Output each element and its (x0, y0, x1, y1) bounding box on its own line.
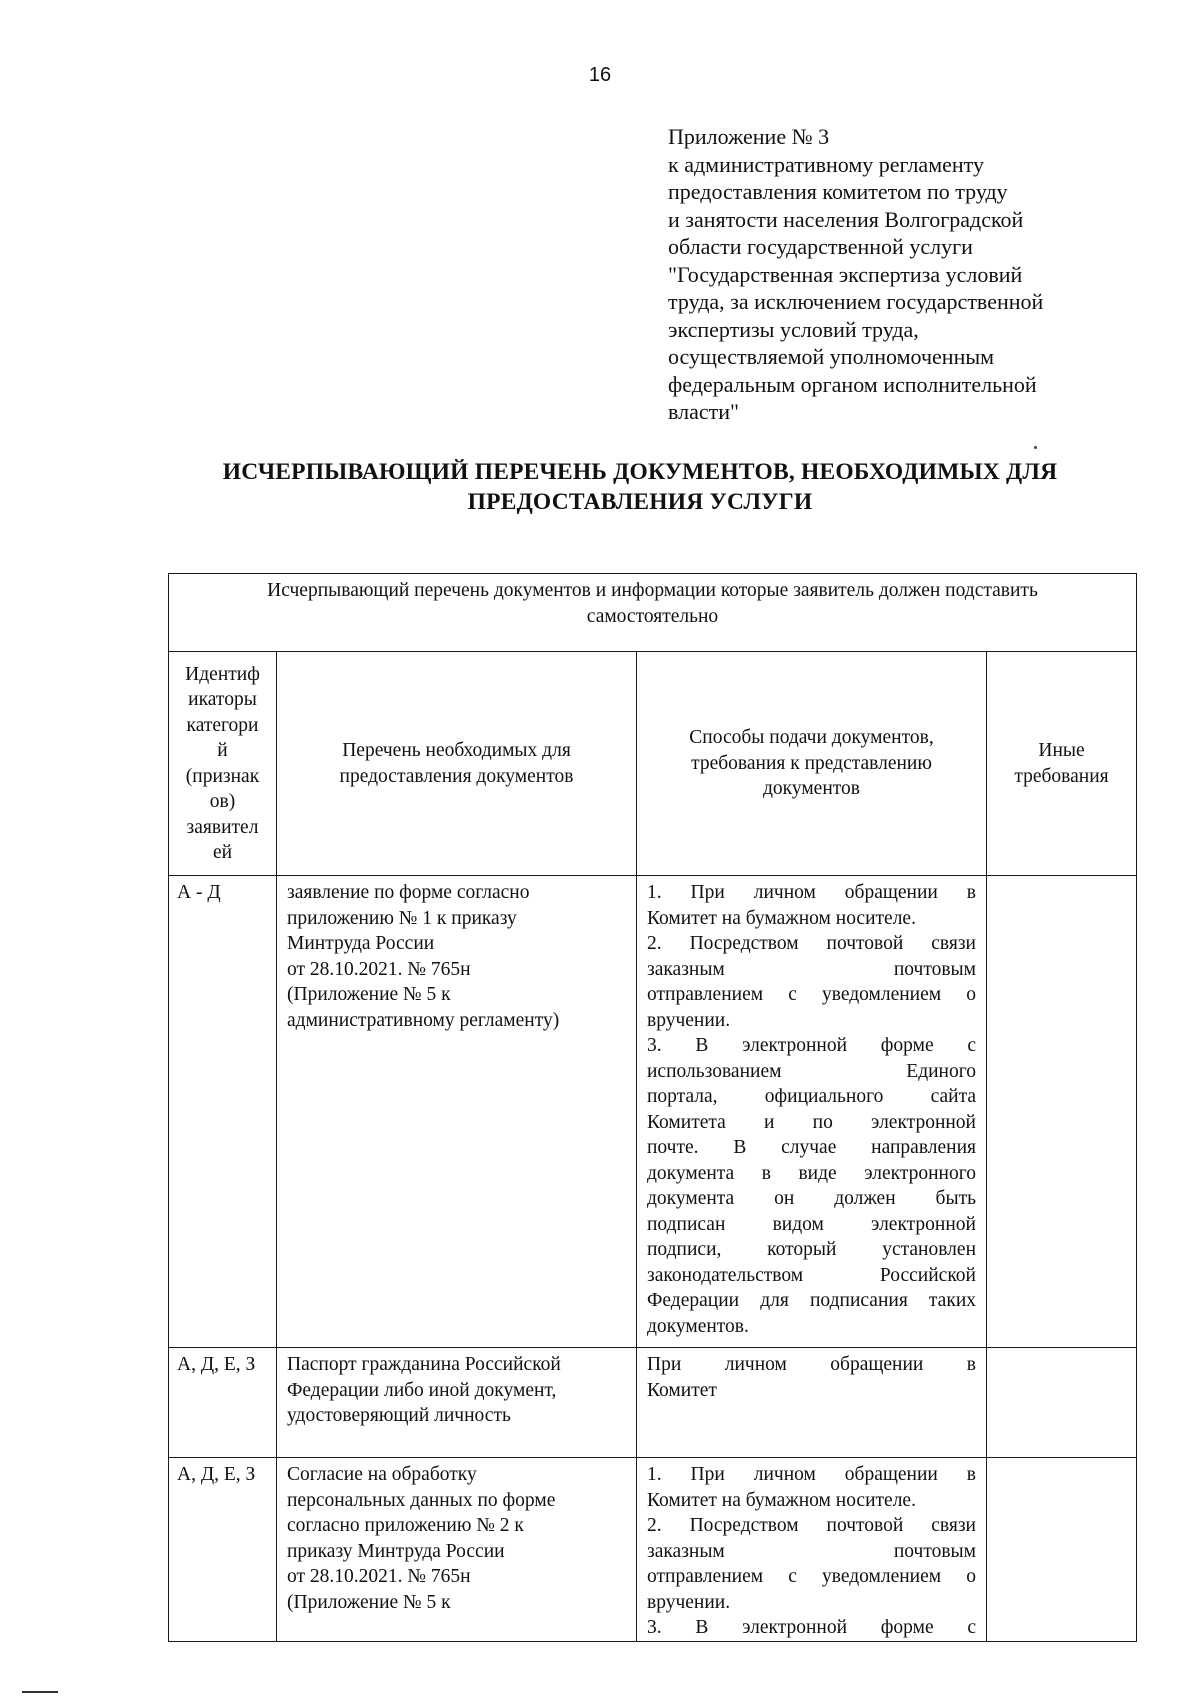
appendix-line: и занятости населения Волгоградской (668, 206, 1024, 232)
document-title-line: ИСЧЕРПЫВАЮЩИЙ ПЕРЕЧЕНЬ ДОКУМЕНТОВ, НЕОБХОДИМЫХ ДЛЯ (222, 459, 1058, 485)
method-line: заказным почтовым (647, 958, 976, 980)
document-line: Федерации либо иной документ, (287, 1379, 557, 1401)
method-line: документов. (647, 1315, 749, 1337)
method-line: Федерации для подписания таких (647, 1290, 976, 1311)
document-line: административному регламенту) (287, 1009, 560, 1031)
document-line: заявление по форме согласно (287, 882, 530, 903)
method-line: портала, официального сайта (647, 1086, 976, 1107)
method-line: подписи, который установлен (647, 1239, 976, 1260)
document-line: (Приложение № 5 к (287, 984, 451, 1005)
row-methods (637, 1348, 987, 1458)
column-header-other (987, 652, 1137, 876)
row-other (987, 1348, 1137, 1458)
document-line: персональных данных по форме (287, 1489, 556, 1511)
column-header-line: требования (1014, 765, 1109, 787)
table-heading-line: Исчерпывающий перечень документов и информации которые заявитель должен подставить (267, 580, 1038, 601)
document-line: Согласие на обработку (287, 1464, 477, 1485)
column-header-line: й (217, 740, 228, 761)
row-documents (277, 1348, 637, 1458)
method-line: 2. Посредством почтовой связи (647, 1515, 976, 1536)
document-line: приложению № 1 к приказу (287, 907, 517, 929)
document-line: от 28.10.2021. № 765н (287, 1566, 471, 1587)
appendix-line: федеральным органом исполнительной (668, 371, 1037, 397)
method-line: Комитет на бумажном носителе. (647, 1489, 916, 1511)
method-line: Комитета и по электронной (647, 1111, 976, 1133)
document-line: согласно приложению № 2 к (287, 1515, 524, 1536)
method-line: 1. При личном обращении в (647, 882, 976, 903)
column-header-line: Иные (1038, 740, 1085, 761)
column-header-line: Перечень необходимых для (342, 740, 571, 761)
appendix-line: власти" (668, 399, 739, 424)
method-line: отправлением с уведомлением о (647, 984, 976, 1005)
table-row (169, 1348, 1137, 1458)
column-header-line: Идентиф (185, 663, 260, 685)
method-line: Комитет на бумажном носителе. (647, 907, 916, 929)
row-category (169, 876, 277, 1348)
document-title (150, 457, 1130, 517)
document-line: приказу Минтруда России (287, 1540, 505, 1562)
category-value: А, Д, Е, З (177, 1354, 256, 1375)
appendix-line: к административному регламенту (668, 151, 984, 177)
appendix-line: труда, за исключением государственной (668, 289, 1044, 314)
row-documents (277, 1458, 637, 1642)
category-value: А, Д, Е, З (177, 1464, 256, 1485)
appendix-line: экспертизы условий труда, (668, 316, 919, 342)
column-header-line: документов (762, 778, 860, 800)
document-line: Паспорт гражданина Российской (287, 1354, 561, 1375)
document-line: Минтруда России (287, 933, 435, 954)
appendix-line: "Государственная экспертиза условий (668, 261, 1023, 287)
row-category (169, 1458, 277, 1642)
scan-speck (1034, 446, 1037, 449)
method-line: почте. В случае направления (647, 1137, 976, 1158)
method-line: использованием Единого (647, 1060, 976, 1082)
row-other (987, 1458, 1137, 1642)
row-methods (637, 1458, 987, 1642)
column-header-line: ов) (209, 791, 236, 812)
column-header-line: предоставления документов (339, 765, 574, 787)
appendix-reference (668, 123, 1138, 426)
column-header-methods (637, 652, 987, 876)
method-line: вручении. (647, 1591, 731, 1613)
column-header-category (169, 652, 277, 876)
method-line: 2. Посредством почтовой связи (647, 933, 976, 954)
method-line: отправлением с уведомлением о (647, 1566, 976, 1587)
method-line: документа в виде электронного (647, 1162, 976, 1184)
margin-mark (22, 1691, 58, 1693)
table-row (169, 876, 1137, 1348)
column-header-line: икаторы (188, 689, 257, 710)
column-header-line: (признак (185, 765, 260, 787)
document-line: (Приложение № 5 к (287, 1591, 451, 1613)
method-line: документа он должен быть (647, 1188, 976, 1209)
table-heading (169, 574, 1137, 652)
appendix-line: предоставления комитетом по труду (668, 179, 1008, 204)
column-header-line: требования к представлению (691, 752, 932, 774)
method-line: 3. В электронной форме с (647, 1035, 976, 1056)
row-documents (277, 876, 637, 1348)
table-heading-line: самостоятельно (586, 605, 719, 627)
appendix-line: осуществляемой уполномоченным (668, 344, 995, 369)
appendix-line: области государственной услуги (668, 234, 973, 259)
method-line: Комитет (647, 1379, 717, 1401)
column-header-line: Способы подачи документов, (689, 727, 934, 749)
page-number: 16 (588, 64, 612, 86)
document-line: удостоверяющий личность (287, 1405, 511, 1426)
row-methods (637, 876, 987, 1348)
appendix-line: Приложение № 3 (668, 124, 830, 149)
method-line: заказным почтовым (647, 1540, 976, 1562)
document-title-line: ПРЕДОСТАВЛЕНИЯ УСЛУГИ (467, 489, 813, 515)
column-header-line: ей (212, 842, 233, 863)
method-line: вручении. (647, 1009, 731, 1031)
column-header-line: категори (186, 714, 259, 736)
method-line: законодательством Российской (647, 1264, 976, 1286)
category-value: А - Д (177, 882, 221, 903)
document-line: от 28.10.2021. № 765н (287, 958, 471, 980)
documents-table (168, 573, 1137, 1642)
method-line: При личном обращении в (647, 1354, 976, 1375)
column-header-line: заявител (186, 816, 259, 838)
column-header-documents (277, 652, 637, 876)
method-line: 1. При личном обращении в (647, 1464, 976, 1485)
table-row (169, 1458, 1137, 1642)
method-line: подписан видом электронной (647, 1213, 976, 1235)
method-line: 3. В электронной форме с (647, 1617, 976, 1638)
row-other (987, 876, 1137, 1348)
row-category (169, 1348, 277, 1458)
